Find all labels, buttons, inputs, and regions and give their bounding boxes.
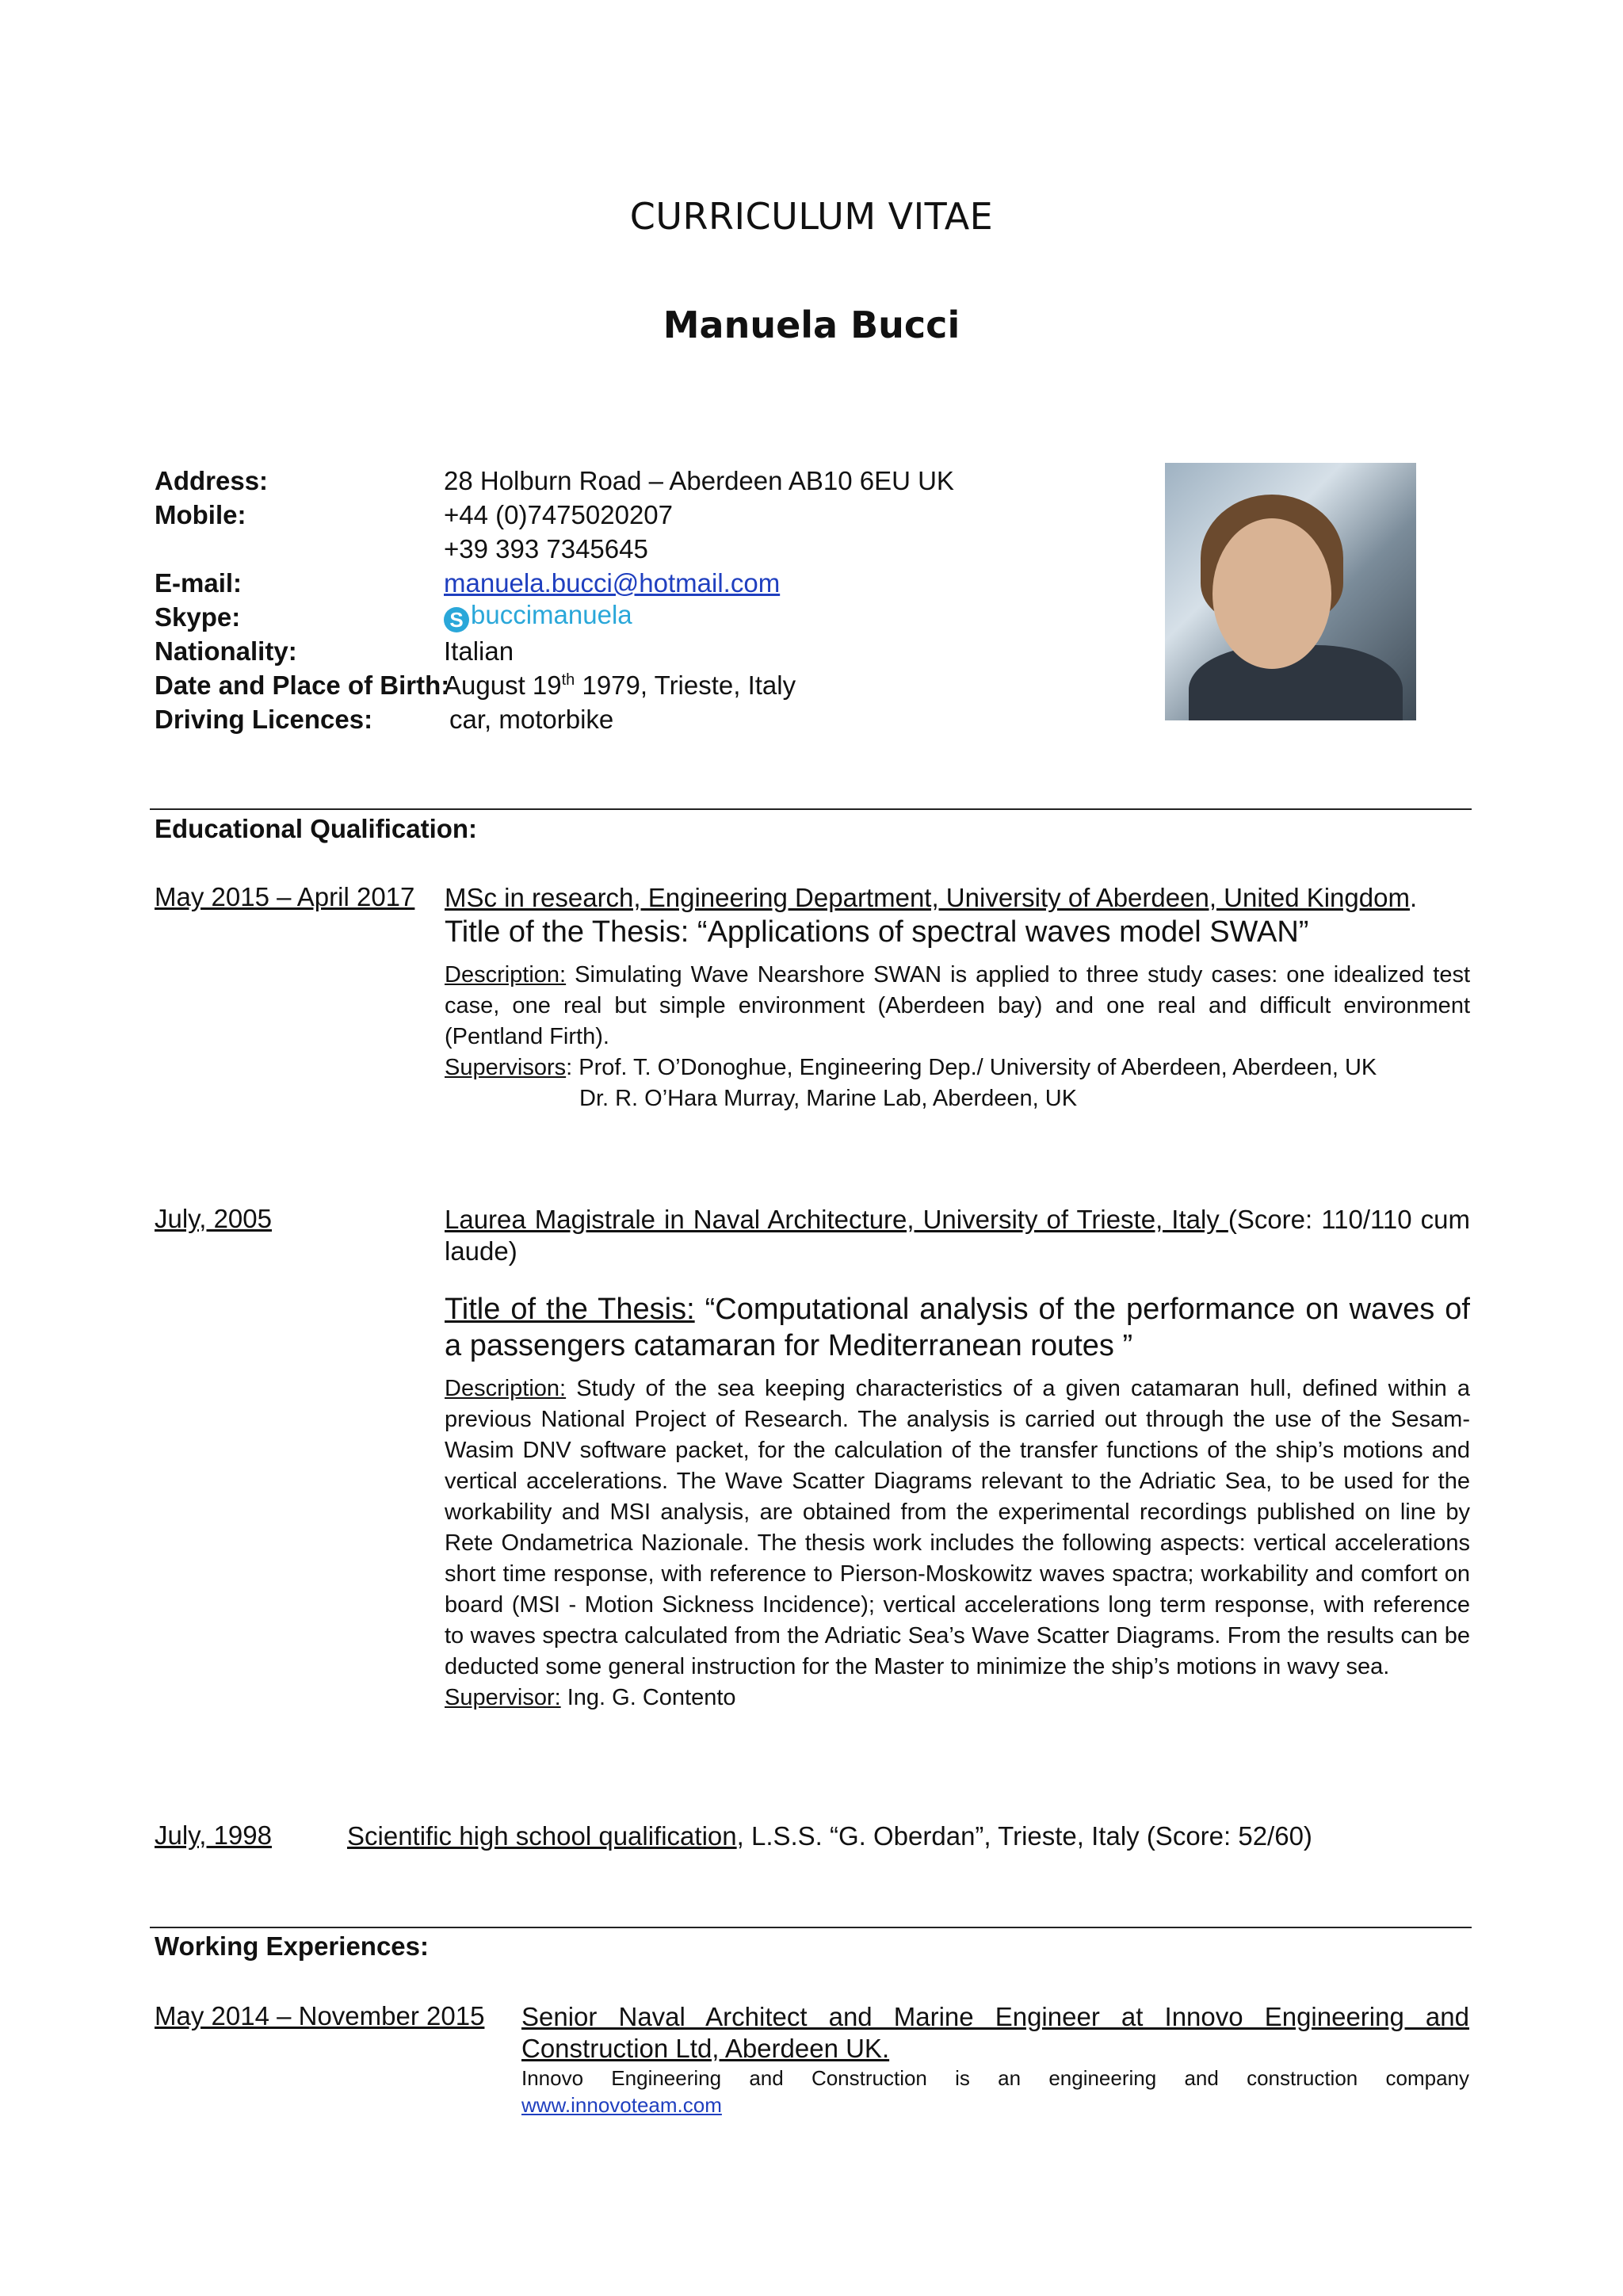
address-value: 28 Holburn Road – Aberdeen AB10 6EU UK	[444, 466, 954, 495]
work-heading: Working Experiences:	[155, 1931, 430, 1961]
innovo-website-link[interactable]: www.innovoteam.com	[521, 2093, 722, 2117]
msc-degree: MSc in research, Engineering Department, University of Aberdeen, United Kingdom	[445, 883, 1410, 912]
education-heading: Educational Qualification:	[155, 814, 478, 843]
highschool-date: July, 1998	[155, 1820, 272, 1850]
skype-handle[interactable]: buccimanuela	[471, 600, 632, 629]
laurea-thesis: Title of the Thesis: “Computational analysis of the performance on waves of a passengers catamaran for Mediterranean routes ”	[445, 1293, 1470, 1362]
msc-entry: MSc in research, Engineering Department, University of Aberdeen, United Kingdom. Title of the Thesis: “Applications of spectral waves model SWAN” Description: Simulating Wave Nearshore SWAN is applied to three study cases: one idealized test case, one real but simple environment (Aberdeen bay) and one real and difficult environment (Pentland Firth). Supervisors: Prof. T. O’Donoghue, Engineering Dep./ University of Aberdeen, Aberdeen, UK Dr. R. O’Hara Murray, Marine Lab, Aberdeen, UK	[445, 882, 1470, 1114]
msc-supervisor-2: Dr. R. O’Hara Murray, Marine Lab, Aberdeen, UK	[579, 1086, 1078, 1111]
mobile-value-uk: +44 (0)7475020207	[444, 500, 674, 529]
msc-date: May 2015 – April 2017	[155, 882, 415, 911]
msc-supervisors: Supervisors: Prof. T. O’Donoghue, Engineering Dep./ University of Aberdeen, Aberdeen, UK	[445, 1055, 1377, 1080]
laurea-description: Description: Study of the sea keeping characteristics of a given catamaran hull, defined within a previous National Project of Research. The analysis is carried out through the use of the Sesam-Wasim DNV software packet, for the calculation of the transfer functions of the ship’s motions and vertical accelerations. The Wave Scatter Diagrams relevant to the Adriatic Sea, to be used for the workability and MSI analysis, are obtained from the experimental recordings published on line by Rete Ondametrica Nazionale. The thesis work includes the following aspects: vertical accelerations short time response, with reference to Pierson-Moskowitz waves spactra; workability and comfort on board (MSI - Motion Sickness Incidence); vertical accelerations long term response, with reference to waves spectra calculated from the Adriatic Sea’s Wave Scatter Diagrams. From the results can be deducted some general instruction for the Master to minimize the ship’s motions in wavy sea.	[445, 1376, 1470, 1679]
skype-value[interactable]	[444, 600, 632, 632]
innovo-entry	[521, 2001, 1469, 2118]
highschool-entry: Scientific high school qualification, L.S.S. “G. Oberdan”, Trieste, Italy (Score: 52/60)	[347, 1821, 1312, 1851]
laurea-degree: Laurea Magistrale in Naval Architecture, University of Trieste, Italy	[445, 1205, 1228, 1234]
msc-description: Description: Simulating Wave Nearshore SWAN is applied to three study cases: one idealized test case, one real but simple environment (Aberdeen bay) and one real and difficult environment (Pentland Firth).	[445, 962, 1470, 1049]
section-divider	[150, 808, 1472, 810]
laurea-date: July, 2005	[155, 1204, 272, 1233]
licence-value: car, motorbike	[449, 705, 614, 734]
address-label: Address:	[155, 466, 269, 495]
licence-label: Driving Licences:	[155, 705, 373, 734]
nationality-value: Italian	[444, 636, 514, 666]
document-title: CURRICULUM VITAE	[629, 195, 994, 238]
birth-value: August 19th 1979, Trieste, Italy	[444, 670, 796, 700]
skype-icon: S	[444, 607, 469, 632]
profile-photo	[1165, 463, 1416, 720]
innovo-role: Senior Naval Architect and Marine Engineer at Innovo Engineering and Construction Ltd, Aberdeen UK.	[521, 2002, 1469, 2063]
candidate-name: Manuela Bucci	[663, 304, 960, 346]
laurea-entry: Laurea Magistrale in Naval Architecture, University of Trieste, Italy (Score: 110/110 cum laude) Title of the Thesis: “Computational analysis of the performance on waves of a passengers catamaran for Mediterranean routes ” Description: Study of the sea keeping characteristics of a given catamaran hull, defined within a previous National Project of Research. The analysis is carried out through the use of the Sesam-Wasim DNV software packet, for the calculation of the transfer functions of the ship’s motions and vertical accelerations. The Wave Scatter Diagrams relevant to the Adriatic Sea, to be used for the workability and MSI analysis, are obtained from the experimental recordings published on line by Rete Ondametrica Nazionale. The thesis work includes the following aspects: vertical accelerations short time response, with reference to Pierson-Moskowitz waves spactra; workability and comfort on board (MSI - Motion Sickness Incidence); vertical accelerations long term response, with reference to waves spectra calculated from the Adriatic Sea’s Wave Scatter Diagrams. From the results can be deducted some general instruction for the Master to minimize the ship’s motions in wavy sea. Supervisor: Ing. G. Contento	[445, 1204, 1470, 1713]
nationality-label: Nationality:	[155, 636, 297, 666]
skype-label: Skype:	[155, 602, 241, 632]
email-label: E-mail:	[155, 568, 242, 598]
mobile-label: Mobile:	[155, 500, 246, 529]
innovo-description: Innovo Engineering and Construction is an engineering and construction company www.innovoteam.com	[521, 2066, 1469, 2117]
msc-thesis: Title of the Thesis: “Applications of spectral waves model SWAN”	[445, 915, 1309, 949]
innovo-date: May 2014 – November 2015	[155, 2001, 485, 2030]
mobile-value-it: +39 393 7345645	[444, 534, 648, 563]
laurea-supervisor: Supervisor: Ing. G. Contento	[445, 1685, 736, 1710]
email-link[interactable]: manuela.bucci@hotmail.com	[444, 568, 781, 598]
section-divider	[150, 1927, 1472, 1928]
birth-label: Date and Place of Birth:	[155, 670, 450, 700]
